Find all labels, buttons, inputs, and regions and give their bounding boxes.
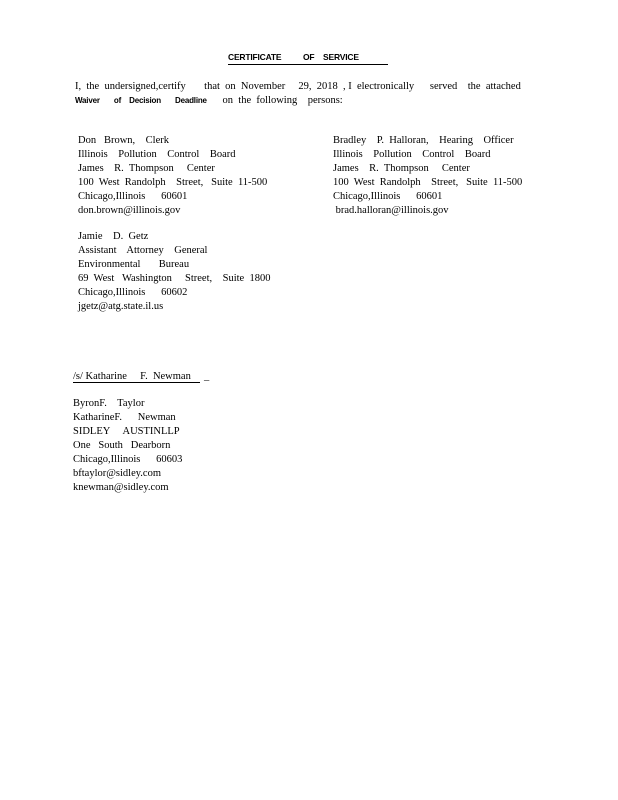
address-line: James R. Thompson Center (78, 163, 215, 174)
address-line: Don Brown, Clerk (78, 135, 169, 146)
served-document-title: Waiver of Decision Deadline (75, 96, 207, 105)
certificate-title: CERTIFICATE OF SERVICE (228, 52, 359, 62)
address-line: ByronF. Taylor (73, 398, 145, 409)
address-line: Illinois Pollution Control Board (78, 149, 236, 160)
intro-line-2 (75, 94, 343, 108)
address-line: Assistant Attorney General (78, 245, 208, 256)
certificate-title-underline (228, 64, 388, 65)
address-line: SIDLEY AUSTINLLP (73, 426, 180, 437)
email-address: brad.halloran@illinois.gov (333, 205, 449, 216)
address-line: Illinois Pollution Control Board (333, 149, 491, 160)
recipient-block-hearing-officer (333, 134, 522, 218)
address-line: 69 West Washington Street, Suite 1800 (78, 273, 271, 284)
address-line: Chicago,Illinois 60602 (78, 287, 188, 298)
intro-line-1: I, the undersigned,certify that on November 29, 2018 , I electronically served the attached (75, 81, 521, 92)
email-address: don.brown@illinois.gov (78, 205, 181, 216)
recipient-block-clerk (78, 134, 267, 218)
signature-underline (73, 382, 200, 383)
email-address: knewman@sidley.com (73, 482, 169, 493)
email-address: bftaylor@sidley.com (73, 468, 162, 479)
signature-line: /s/ Katharine F. Newman _ (73, 371, 210, 382)
address-line: One South Dearborn (73, 440, 171, 451)
recipient-block-attorney-general (78, 230, 270, 314)
sender-block (73, 397, 182, 495)
address-line: Jamie D. Getz (78, 231, 149, 242)
address-line: Chicago,Illinois 60603 (73, 454, 183, 465)
address-line: Bradley P. Halloran, Hearing Officer (333, 135, 514, 146)
address-line: KatharineF. Newman (73, 412, 176, 423)
address-line: 100 West Randolph Street, Suite 11-500 (333, 177, 523, 188)
email-address: jgetz@atg.state.il.us (78, 301, 164, 312)
address-line: 100 West Randolph Street, Suite 11-500 (78, 177, 268, 188)
address-line: Chicago,Illinois 60601 (78, 191, 188, 202)
address-line: Chicago,Illinois 60601 (333, 191, 443, 202)
intro-line-2-text: on the following persons: (206, 95, 343, 106)
address-line: Environmental Bureau (78, 259, 190, 270)
address-line: James R. Thompson Center (333, 163, 470, 174)
